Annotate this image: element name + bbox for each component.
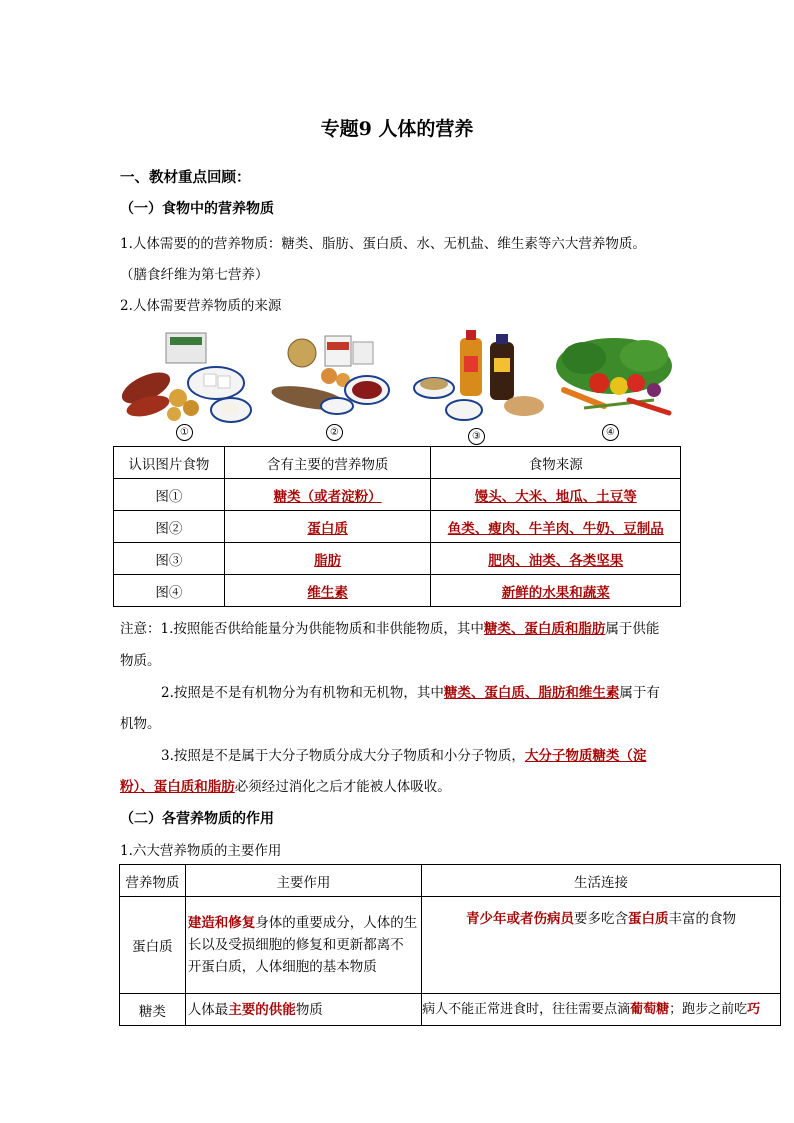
note-text: 2.按照是不是有机物分为有机物和无机物，其中 <box>161 685 444 701</box>
cell-highlight: 主要的供能 <box>228 1001 296 1018</box>
table-cell: 图③ <box>114 543 225 575</box>
note-1-line-2: 物质。 <box>120 653 161 669</box>
note-text: 属于供能 <box>605 621 660 637</box>
table-header: 生活连接 <box>422 865 781 897</box>
subsection-heading-roles: （二）各营养物质的作用 <box>120 811 274 827</box>
table-cell: 图① <box>114 479 225 511</box>
food-image-4-vitamins <box>544 328 684 428</box>
table-cell: 维生素 <box>224 575 431 607</box>
table-row <box>120 994 781 1026</box>
note-highlight: 糖类、蛋白质、脂肪和维生素 <box>443 685 620 701</box>
table-cell: 蛋白质 <box>224 511 431 543</box>
cell-text: 物质 <box>295 1001 323 1018</box>
image-label-1: ① <box>176 424 193 441</box>
table-cell: 肥肉、油类、各类坚果 <box>431 543 681 575</box>
page-title: 专题9 人体的营养 <box>320 118 474 140</box>
image-label-4: ④ <box>602 424 619 441</box>
table-cell: 糖类（或者淀粉） <box>224 479 431 511</box>
cell-highlight: 蛋白质 <box>628 911 669 927</box>
table-cell <box>422 897 781 994</box>
cell-text: 要多吃含 <box>574 911 629 927</box>
paragraph-roles: 1.六大营养物质的主要作用 <box>120 843 282 859</box>
table-header: 主要作用 <box>185 865 421 897</box>
note-text: 3.按照是不是属于大分子物质分成大分子物质和小分子物质， <box>161 748 525 764</box>
cell-text: 长以及受损细胞的修复和更新都离不 <box>187 937 404 953</box>
table-row <box>114 575 681 607</box>
note-text: 必须经过消化之后才能被人体吸收。 <box>234 779 451 795</box>
cell-text: 丰富的食物 <box>668 911 737 927</box>
table-row <box>114 511 681 543</box>
table-cell: 新鲜的水果和蔬菜 <box>431 575 681 607</box>
table-header-row <box>120 865 781 897</box>
table-cell: 糖类 <box>120 994 186 1026</box>
note-1-line-1 <box>120 617 659 637</box>
note-3-line-1 <box>161 744 646 764</box>
table-header: 营养物质 <box>120 865 186 897</box>
food-images <box>112 328 682 446</box>
cell-text: 身体的重要成分，人体的生 <box>255 915 418 931</box>
table-row <box>120 897 781 994</box>
note-text: 注意：1.按照能否供给能量分为供能物质和非供能物质，其中 <box>120 621 484 637</box>
note-text: 属于有 <box>619 685 660 701</box>
cell-highlight: 建造和修复 <box>187 915 256 931</box>
food-image-1-carbs <box>116 328 256 428</box>
section-heading-review: 一、教材重点回顾： <box>120 169 251 186</box>
paragraph-fiber: （膳食纤维为第七营养） <box>120 267 269 283</box>
table-cell <box>185 994 421 1026</box>
table-cell: 脂肪 <box>224 543 431 575</box>
table-row <box>114 479 681 511</box>
cell-highlight: 巧 <box>747 1001 761 1017</box>
cell-text: ；跑步之前吃 <box>669 1001 748 1017</box>
table-cell <box>422 994 781 1026</box>
note-highlight: 大分子物质糖类（淀 <box>524 748 647 764</box>
note-2-line-2: 机物。 <box>120 716 161 732</box>
table-header: 含有主要的营养物质 <box>224 447 431 479</box>
note-2-line-1 <box>161 681 660 701</box>
food-image-2-protein <box>267 328 407 428</box>
image-label-2: ② <box>326 424 343 441</box>
table-header: 认识图片食物 <box>114 447 225 479</box>
paragraph-sources: 2.人体需要营养物质的来源 <box>120 298 282 314</box>
table-cell: 蛋白质 <box>120 897 186 994</box>
cell-text: 人体最 <box>187 1001 229 1018</box>
table-cell: 图④ <box>114 575 225 607</box>
table-cell <box>185 897 421 994</box>
note-highlight: 粉）、蛋白质和脂肪 <box>120 779 235 795</box>
table-header: 食物来源 <box>431 447 681 479</box>
cell-text: 病人不能正常进食时，往往需要点滴 <box>422 1001 631 1017</box>
table-header-row <box>114 447 681 479</box>
subsection-heading-nutrients: （一）食物中的营养物质 <box>120 201 274 217</box>
table-cell: 馒头、大米、地瓜、土豆等 <box>431 479 681 511</box>
nutrient-role-table <box>119 864 781 1026</box>
paragraph-nutrients: 1.人体需要的的营养物质：糖类、脂肪、蛋白质、水、无机盐、维生素等六大营养物质。 <box>120 236 646 252</box>
table-cell: 图② <box>114 511 225 543</box>
note-highlight: 糖类、蛋白质和脂肪 <box>483 621 606 637</box>
cell-highlight: 青少年或者伤病员 <box>466 911 575 927</box>
image-label-3: ③ <box>468 428 485 445</box>
food-source-table <box>113 446 681 607</box>
cell-text: 开蛋白质，人体细胞的基本物质 <box>187 959 377 975</box>
cell-highlight: 葡萄糖 <box>630 1001 670 1017</box>
table-cell: 鱼类、瘦肉、牛羊肉、牛奶、豆制品 <box>431 511 681 543</box>
table-row <box>114 543 681 575</box>
note-3-line-2 <box>120 775 451 795</box>
food-image-3-fat <box>412 328 552 428</box>
